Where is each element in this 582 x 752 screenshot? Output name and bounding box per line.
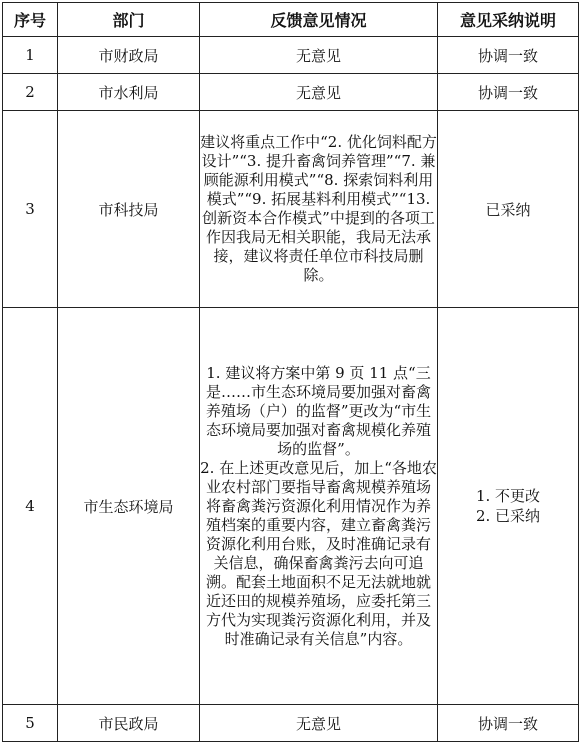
header-feedback: 反馈意见情况 [200,3,438,37]
cell-serial: 3 [3,111,58,308]
cell-serial: 5 [3,705,58,742]
feedback-item: 2. 在上述更改意见后，加上“各地农业农村部门要指导畜禽规模养殖场将畜禽粪污资源化利用情况作为养殖档案的重要内容，建立畜禽粪污资源化利用台账，及时准确记录有关信息，确保畜禽粪污去向可追溯。配套土地面积不足无法就地就近还田的规模养殖场，应委托第三方代为实现粪污资源化利用，并及时准确记录有关信息”内容。 [200,458,437,648]
cell-adoption [438,308,579,705]
feedback-item: 1. 建议将方案中第 9 页 11 点“三是……市生态环境局要加强对畜禽养殖场（户）的监督”更改为“市生态环境局要加强对畜禽规模化养殖场的监督”。 [205,363,432,458]
cell-serial: 2 [3,74,58,111]
header-adoption: 意见采纳说明 [438,3,579,37]
adoption-item: 2. 已采纳 [475,507,541,525]
cell-serial: 1 [3,37,58,74]
table-row [3,37,579,74]
cell-feedback [200,308,438,705]
table-row [3,74,579,111]
cell-feedback: 无意见 [200,74,438,111]
table-row [3,111,579,308]
cell-department: 市水利局 [58,74,200,111]
cell-adoption: 协调一致 [438,74,579,111]
table-header-row [3,3,579,37]
header-serial: 序号 [3,3,58,37]
cell-feedback: 无意见 [200,37,438,74]
table-row [3,705,579,742]
header-department: 部门 [58,3,200,37]
table-row [3,308,579,705]
cell-adoption: 已采纳 [438,111,579,308]
cell-department: 市民政局 [58,705,200,742]
cell-department: 市生态环境局 [58,308,200,705]
cell-adoption: 协调一致 [438,37,579,74]
cell-department: 市科技局 [58,111,200,308]
cell-feedback: 无意见 [200,705,438,742]
cell-department: 市财政局 [58,37,200,74]
cell-serial: 4 [3,308,58,705]
feedback-table [2,2,579,742]
adoption-list [476,486,540,526]
cell-adoption: 协调一致 [438,705,579,742]
adoption-item: 1. 不更改 [475,487,541,505]
cell-feedback: 建议将重点工作中“2. 优化饲料配方设计”“3. 提升畜禽饲养管理”“7. 兼顾能源利用模式”“8. 探索饲料利用模式”“9. 拓展基料利用模式”“13. 创新资本合作模式”中提到的各项工作因我局无相关职能，我局无法承接，建议将责任单位市科技局删除。 [200,111,438,308]
